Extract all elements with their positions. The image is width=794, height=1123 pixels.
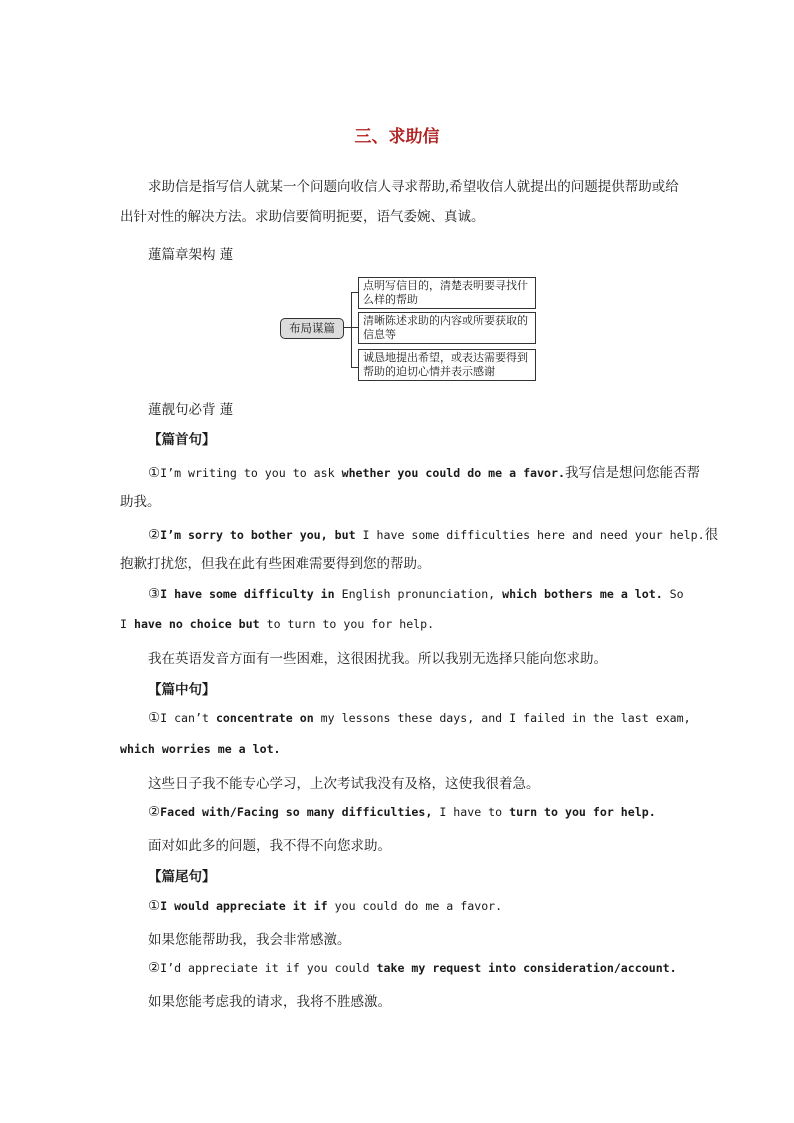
section-structure-heading: 蓮篇章架构 蓮 — [148, 247, 234, 263]
sentence-line: ③I have some difficulty in English pronunciation, which bothers me a lot. So — [148, 586, 684, 602]
diagram-root: 布局谋篇 — [280, 318, 344, 339]
sentence-translation: 如果您能考虑我的请求，我将不胜感激。 — [148, 994, 391, 1010]
ending-heading: 【篇尾句】 — [148, 869, 216, 885]
sentence-line: ②Faced with/Facing so many difficulties, I have to turn to you for help. — [148, 804, 656, 820]
connector-branch-1 — [351, 292, 358, 293]
connector-stem — [343, 327, 351, 328]
structure-diagram — [280, 277, 542, 383]
sentence-translation: 我在英语发音方面有一些困难，这很困扰我。所以我别无选择只能向您求助。 — [148, 651, 607, 667]
sentence-line: ①I would appreciate it if you could do me a favor. — [148, 898, 503, 914]
sentence-line: ②I’d appreciate it if you could take my request into consideration/account. — [148, 960, 677, 976]
sentence-line: which worries me a lot. — [120, 742, 281, 756]
sentence-translation: 这些日子我不能专心学习，上次考试我没有及格，这使我很着急。 — [148, 776, 540, 792]
sentence-translation: 面对如此多的问题，我不得不向您求助。 — [148, 838, 391, 854]
sentence-line: ①I can’t concentrate on my lessons these days, and I failed in the last exam, — [148, 710, 691, 726]
middle-heading: 【篇中句】 — [148, 682, 216, 698]
sentence-line: 助我。 — [120, 494, 161, 510]
sentence-translation: 如果您能帮助我，我会非常感激。 — [148, 932, 351, 948]
diagram-branch: 诚恳地提出希望，或表达需要得到帮助的迫切心情并表示感谢 — [358, 349, 536, 381]
sentence-line: I have no choice but to turn to you for help. — [120, 617, 435, 631]
opening-heading: 【篇首句】 — [148, 432, 216, 448]
diagram-branch: 点明写信目的，清楚表明要寻找什么样的帮助 — [358, 277, 536, 309]
sentence-line: ①I’m writing to you to ask whether you could do me a favor.我写信是想问您能否帮 — [148, 465, 700, 481]
diagram-branch: 清晰陈述求助的内容或所要获取的信息等 — [358, 312, 536, 344]
connector-branch-3 — [351, 367, 358, 368]
page-title: 三、求助信 — [354, 127, 440, 147]
intro-paragraph: 求助信是指写信人就某一个问题向收信人寻求帮助,希望收信人就提出的问题提供帮助或给出针对性的解决方法。求助信要简明扼要，语气委婉、真诚。 — [120, 179, 679, 225]
section-sentences-heading: 蓮靓句必背 蓮 — [148, 402, 234, 418]
sentence-line: ②I’m sorry to bother you, but I have some difficulties here and need your help.很 — [148, 527, 719, 543]
connector-branch-2 — [351, 327, 358, 328]
sentence-line: 抱歉打扰您，但我在此有些困难需要得到您的帮助。 — [120, 556, 431, 572]
connector-vertical — [351, 292, 352, 367]
